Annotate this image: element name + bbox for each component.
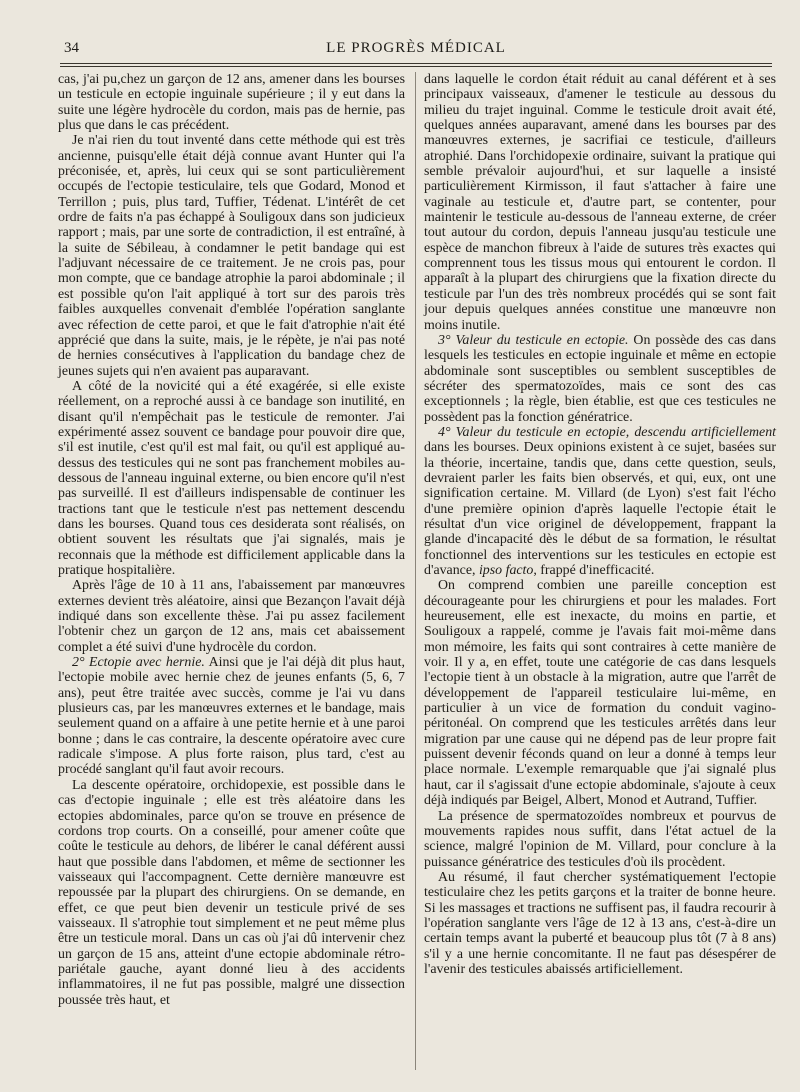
paragraph: A côté de la novicité qui a été exagérée, si elle existe réellement, on a reproché aussi à ce bandage son inutilité, en disant qu'il n'empêchait pas le testicule de remonter. J'ai expérimenté assez souvent ce bandage pour pouvoir dire que, s'il est inutile, c'est qu'il est mal fait, ou qu'il est appliqué au-dessus des testicules qui ne sont pas franchement mobiles au-dessous de l'anneau inguinal externe, ou bien encore qu'il n'est pas surveillé. Il est d'ailleurs indispensable de continuer les tractions tant que le testicule n'est pas nettement descendu dans les bourses. Quand tous ces desiderata sont réalisés, on obtient souvent les résultats que j'ai signalés, mais je reconnais que la méthode est difficilement applicable dans la pratique hospitalière.	[58, 378, 405, 578]
header-rule	[60, 63, 772, 64]
paragraph: dans laquelle le cordon était réduit au canal déférent et à ses principaux vaisseaux, d'amener le testicule au dessous du milieu du trajet inguinal. Comme le testicule droit avait été, quelques années auparavant, amené dans les bourses par des manœuvres externes, je sacrifiai ce testicule, d'ailleurs atrophié. Dans l'orchidopexie ordinaire, suivant la pratique qui semble prévaloir aujourd'hui, et sur laquelle a insisté particulièrement Kirmisson, il faut s'attacher à faire une vaginale au testicule et, d'autre part, se contenter, pour maintenir le testicule au-dessous de l'anneau externe, de créer tout autour du cordon, depuis l'anneau jusqu'au testicule une espèce de manchon fibreux à l'aide de sutures très exactes qui comprennent tous les tissus mous qui entourent le cordon. Il apparaît à la plupart des chirurgiens que la fixation directe du testicule par l'un des très nombreux procédés qui se sont fait jour depuis quelques années constitue une manœuvre non moins inutile.	[424, 72, 776, 333]
section-text: On possède des cas dans lesquels les testicules en ectopie inguinale et même en ectopie abdominale sont susceptibles ou semblent susceptibles de sécréter des spermatozoïdes, mais ce sont des cas exceptionnels ; la règle, bien établie, est que ces testicules ne possèdent pas la fonction génératrice.	[424, 332, 776, 425]
left-column	[58, 72, 405, 1008]
paragraph: Je n'ai rien du tout inventé dans cette méthode qui est très ancienne, puisqu'elle était déjà connue avant Hunter qui l'a préconisée, et, après, lui ceux qui se sont particulièrement occupés de l'ectopie testiculaire, tels que Godard, Monod et Terrillon ; puis, plus tard, Tuffier, Tédenat. L'intérêt de cet ordre de faits n'a pas échappé à Souligoux dans son judicieux rapport ; mais, par une sorte de contradiction, il est entraîné, à la suite de Sébileau, à condamner le petit bandage qui est l'adjuvant nécessaire de ce traitement. Je ne crois pas, pour mon compte, que ce bandage atrophie la paroi abdominale ; il est possible qu'on l'ait appliqué à tort sur des parois très faibles auxquelles convenait d'emblée l'opération sanglante avec réfection de cette paroi, et que le fait d'atrophie n'ait été apprécié que dans la suite, mais, je le répète, je n'ai pas noté de hernies consécutives à l'application du bandage chez de jeunes sujets qui n'en avaient pas auparavant.	[58, 133, 405, 379]
section-paragraph	[424, 425, 776, 578]
section-heading: 2° Ectopie avec hernie.	[72, 655, 205, 671]
section-text-end: , frappé d'inefficacité.	[533, 563, 655, 578]
paragraph: On comprend combien une pareille conception est décourageante pour les chirurgiens et pour les malades. Fort heureusement, elle est inexacte, du moins en partie, et Souligoux a rappelé, comme je l'avais fait moi-même dans mon mémoire, les faits qui sont contraires à cette manière de voir. Il y a, en effet, toute une catégorie de cas dans lesquels l'ectopie tient à un obstacle à la migration, autre que l'arrêt de développement de l'appareil testiculaire lui-même, en particulier à un vice de formation du conduit vagino-péritonéal. On comprend que les testicules arrêtés dans leur migration par une cause qui ne dépend pas de leur propre fait puissent devenir féconds quand on leur a donné à temps leur place normale. L'exemple remarquable que j'ai signalé plus haut, car il s'agissait d'une ectopie abdominale, s'ajoute à ceux déjà indiqués par Beigel, Albert, Monod et Autrand, Tuffier.	[424, 578, 776, 809]
page-number: 34	[64, 40, 79, 56]
latin-phrase: ipso facto	[478, 563, 534, 578]
paragraph: Au résumé, il faut chercher systématiquement l'ectopie testiculaire chez les petits garçons et la traiter de bonne heure. Si les massages et tractions ne suffisent pas, il faudra recourir à l'opération sanglante vers l'âge de 12 à 13 ans, c'est-à-dire un certain temps avant la puberté et beaucoup plus tôt (7 à 8 ans) s'il y a une hernie concomitante. Il ne faut pas désespérer de l'avenir des testicules abaissés artificiellement.	[424, 869, 776, 977]
paragraph: La descente opératoire, orchidopexie, est possible dans le cas d'ectopie inguinale ; elle est très aléatoire dans les ectopies abdominales, parce qu'on se trouve en présence de cordons trop courts. On a conseillé, pour amener coûte que coûte le testicule au dehors, de libérer le canal déférent aussi haut que possible dans l'abdomen, et même de sectionner les vaisseaux qui l'accompagnent. Cette dernière manœuvre est repoussée par la plupart des chirurgiens. On se demande, en effet, ce que peut bien devenir un testicule privé de ses vaisseaux. Il s'atrophie tout simplement et ne peut même plus être un testicule moral. Dans un cas où j'ai dû intervenir chez un garçon de 15 ans, atteint d'une ectopie abdominale rétro-pariétale gauche, ayant donné lieu à des accidents inflammatoires, il ne fut pas possible, malgré une dissection poussée très haut, et	[58, 777, 405, 1008]
section-heading: 4° Valeur du testicule en ectopie, descendu artificiellement	[438, 424, 776, 440]
page-header	[62, 38, 770, 60]
column-divider	[415, 72, 416, 1070]
header-rule-double	[60, 66, 772, 67]
section-text: Ainsi que je l'ai déjà dit plus haut, l'ectopie mobile avec hernie chez de jeunes enfants (5, 6, 7 ans), peut être traitée avec succès, comme je l'ai vu dans plusieurs cas, par les manœuvres externes et le bandage, mais seulement quand on a affaire à une petite hernie et à une paroi bonne ; dans le cas contraire, la descente opératoire avec cure radicale s'impose. A plus forte raison, plus tard, c'est au procédé sanglant qu'il faut avoir recours.	[58, 655, 405, 778]
section-heading: 3° Valeur du testicule en ectopie.	[438, 332, 629, 348]
right-column	[424, 72, 776, 977]
section-paragraph	[424, 333, 776, 425]
running-title: LE PROGRÈS MÉDICAL	[326, 40, 506, 56]
section-text: dans les bourses. Deux opinions existent à ce sujet, basées sur la théorie, incertaine, tandis que, dans cette question, seuls, devraient parler les faits bien observés, et qui, eux, ont une signification certaine. M. Villard (de Lyon) s'est fait l'écho d'une première opinion d'après laquelle l'ectopie était le résultat d'un vice originel de développement, frappant la glande d'incapacité dès le début de sa formation, le résultat fonctionnel des interventions sur les testicules en ectopie est d'avance,	[424, 440, 776, 578]
section-paragraph	[58, 655, 405, 778]
paragraph: La présence de spermatozoïdes nombreux et pourvus de mouvements rapides nous suffit, dans l'état actuel de la science, malgré l'opinion de M. Villard, pour conclure à la puissance génératrice des testicules d'où ils procèdent.	[424, 808, 776, 870]
paragraph: Après l'âge de 10 à 11 ans, l'abaissement par manœuvres externes devient très aléatoire, ainsi que Bezançon l'avait déjà indiqué dans son excellente thèse. J'ai pu assez facilement l'obtenir chez un garçon de 12 ans, mais cet abaissement complet a été suivi d'une hydrocèle du cordon.	[58, 578, 405, 655]
paragraph: cas, j'ai pu,chez un garçon de 12 ans, amener dans les bourses un testicule en ectopie inguinale supérieure ; il y eut dans la suite une légère hydrocèle du cordon, mais pas de hernie, pas plus que dans le cas précédent.	[58, 72, 405, 134]
